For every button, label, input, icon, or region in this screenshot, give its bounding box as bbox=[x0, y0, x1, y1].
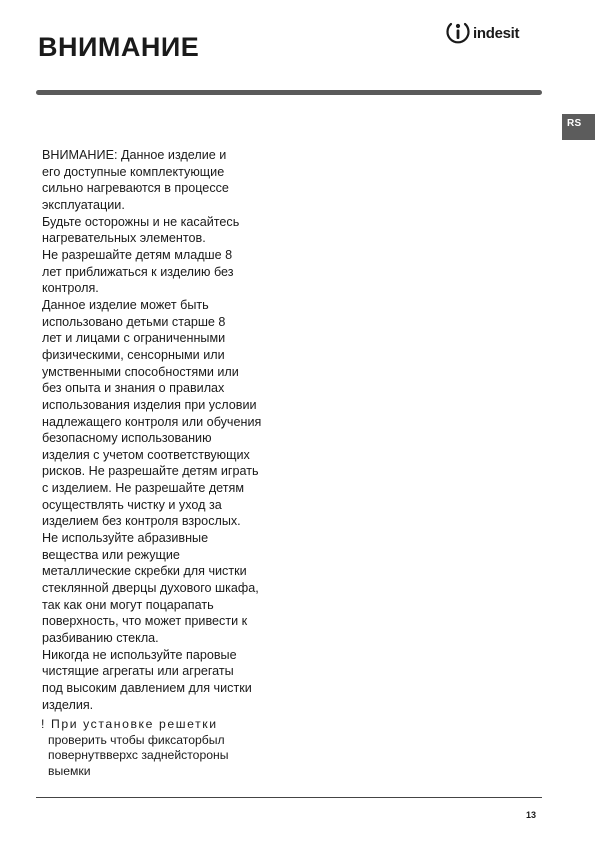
header-divider bbox=[36, 90, 542, 95]
text-line: чистящие агрегаты или агрегаты bbox=[42, 664, 234, 679]
text-line: Никогда не используйте паровые bbox=[42, 647, 237, 662]
text-line: изделия с учетом соответствующих bbox=[42, 447, 250, 462]
rack-installation-note bbox=[41, 717, 301, 780]
footer-divider bbox=[36, 797, 542, 798]
language-tab: RS bbox=[562, 114, 595, 140]
page-number: 13 bbox=[526, 810, 537, 820]
text-line: разбиванию стекла. bbox=[42, 631, 159, 646]
text-line: его доступные комплектующие bbox=[42, 164, 225, 179]
page-title: ВНИМАНИЕ bbox=[38, 32, 200, 62]
text-line: рисков. Не разрешайте детям играть bbox=[42, 464, 259, 479]
text-line: контроля. bbox=[42, 281, 99, 296]
text-line: эксплуатации. bbox=[42, 197, 125, 212]
text-line: под высоким давлением для чистки bbox=[42, 681, 252, 695]
brand-logo bbox=[446, 20, 519, 46]
text-line: ВНИМАНИЕ: Данное изделие и bbox=[42, 148, 227, 162]
text-line: металлические скребки для чистки bbox=[42, 564, 247, 579]
text-line: Будьте осторожны и не касайтесь bbox=[42, 214, 240, 229]
text-line: без опыта и знания о правилах bbox=[42, 381, 225, 396]
text-line: изделием без контроля взрослых. bbox=[42, 514, 241, 529]
text-line: Не разрешайте детям младше 8 bbox=[42, 247, 233, 262]
text-line: физическими, сенсорными или bbox=[42, 347, 225, 362]
note-line: ! При установке решетки bbox=[41, 717, 218, 731]
indesit-logo-icon bbox=[446, 20, 470, 46]
text-line: лет и лицами с ограниченными bbox=[42, 331, 226, 346]
text-line: Данное изделие может быть bbox=[42, 297, 209, 312]
text-line: поверхность, что может привести к bbox=[42, 614, 248, 629]
text-line: вещества или режущие bbox=[42, 547, 180, 562]
text-line: Не используйте абразивные bbox=[42, 531, 209, 546]
note-line: проверить чтобы фиксаторбыл bbox=[48, 732, 225, 747]
text-line: нагревательных элементов. bbox=[42, 231, 206, 246]
text-line: изделия. bbox=[42, 697, 94, 712]
text-line: использовано детьми старше 8 bbox=[42, 314, 226, 329]
warning-text bbox=[42, 147, 297, 713]
text-line: надлежащего контроля или обучения bbox=[42, 414, 262, 429]
text-line: использования изделия при условии bbox=[42, 397, 257, 412]
text-line: осуществлять чистку и уход за bbox=[42, 497, 222, 512]
note-line: повернутвверхс заднейстороны bbox=[48, 748, 229, 763]
text-line: стеклянной дверцы духового шкафа, bbox=[42, 581, 259, 596]
text-line: так как они могут поцарапать bbox=[42, 597, 214, 612]
text-line: безопасному использованию bbox=[42, 431, 212, 446]
brand-name: indesit bbox=[473, 24, 520, 42]
text-line: с изделием. Не разрешайте детям bbox=[42, 481, 245, 496]
note-line: выемки bbox=[48, 764, 91, 779]
text-line: сильно нагреваются в процессе bbox=[42, 181, 229, 196]
text-line: лет приближаться к изделию без bbox=[42, 264, 234, 279]
text-line: умственными способностями или bbox=[42, 364, 239, 379]
